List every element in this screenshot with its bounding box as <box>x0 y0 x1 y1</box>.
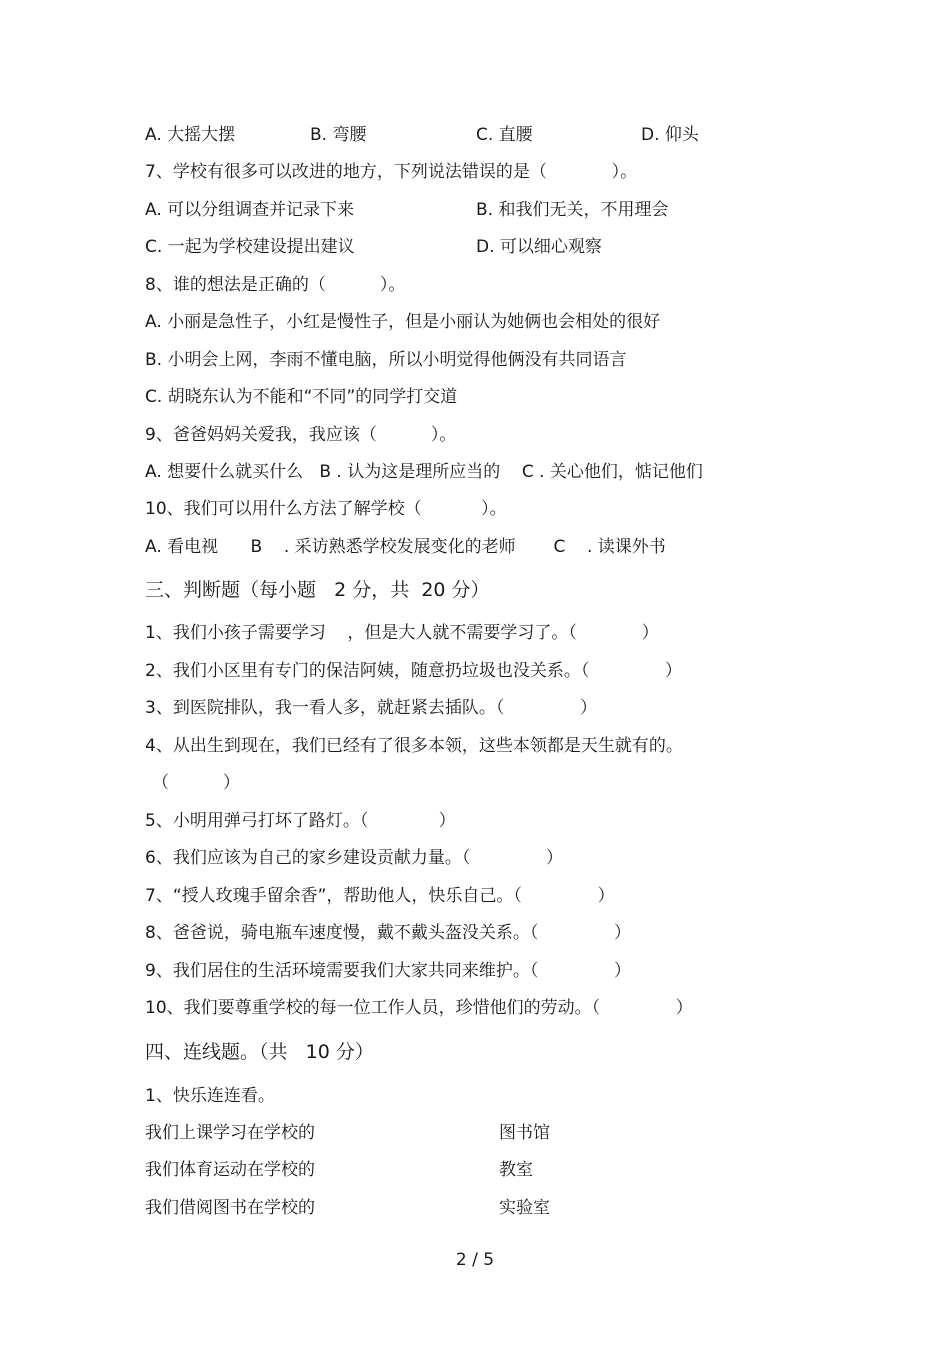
judge-item: 4、从出生到现在，我们已经有了很多本领，这些本领都是天生就有的。 <box>145 736 683 756</box>
judge-item: 3、到医院排队，我一看人多，就赶紧去插队。（ ） <box>145 698 597 718</box>
q6-option-b: B. 弯腰 <box>310 125 367 145</box>
q7-option-b: B. 和我们无关，不用理会 <box>476 200 669 220</box>
match-left-item: 我们体育运动在学校的 <box>145 1160 315 1180</box>
q8-option-c: C. 胡晓东认为不能和“不同”的同学打交道 <box>145 387 458 407</box>
q8-option-b: B. 小明会上网，李雨不懂电脑，所以小明觉得他俩没有共同语言 <box>145 350 627 370</box>
judge-item: 7、“授人玫瑰手留余香”，帮助他人，快乐自己。（ ） <box>145 886 615 906</box>
q6-option-a: A. 大摇大摆 <box>145 125 236 145</box>
section3-title: 三、判断题（每小题 2 分，共 20 分） <box>145 579 490 601</box>
judge-item: 5、小明用弹弓打坏了路灯。（ ） <box>145 811 456 831</box>
section4-q1: 1、快乐连连看。 <box>145 1086 275 1106</box>
q8-option-a: A. 小丽是急性子，小红是慢性子，但是小丽认为她俩也会相处的很好 <box>145 312 661 332</box>
match-right-item: 教室 <box>499 1160 533 1180</box>
judge-item: 10、我们要尊重学校的每一位工作人员，珍惜他们的劳动。（ ） <box>145 998 693 1018</box>
judge-item: 1、我们小孩子需要学习 ，但是大人就不需要学习了。（ ） <box>145 623 659 643</box>
section4-title: 四、连线题。（共 10 分） <box>145 1041 374 1063</box>
match-right-item: 图书馆 <box>499 1123 550 1143</box>
judge-item: 8、爸爸说，骑电瓶车速度慢，戴不戴头盔没关系。（ ） <box>145 923 631 943</box>
q7-option-c: C. 一起为学校建设提出建议 <box>145 237 355 257</box>
q6-option-d: D. 仰头 <box>641 125 699 145</box>
q6-option-c: C. 直腰 <box>476 125 533 145</box>
q7-option-a: A. 可以分组调查并记录下来 <box>145 200 355 220</box>
q9-options: A. 想要什么就买什么 B . 认为这是理所应当的 C . 关心他们，惦记他们 <box>145 462 703 482</box>
judge-item: 6、我们应该为自己的家乡建设贡献力量。（ ） <box>145 848 563 868</box>
q7-stem: 7、学校有很多可以改进的地方，下列说法错误的是（ ）。 <box>145 162 638 182</box>
q10-stem: 10、我们可以用什么方法了解学校（ ）。 <box>145 499 507 519</box>
q10-options: A. 看电视 B . 采访熟悉学校发展变化的老师 C . 读课外书 <box>145 537 666 557</box>
page-number: 2 / 5 <box>455 1250 495 1270</box>
match-left-item: 我们上课学习在学校的 <box>145 1123 315 1143</box>
q9-stem: 9、爸爸妈妈关爱我，我应该（ ）。 <box>145 425 457 445</box>
q8-stem: 8、谁的想法是正确的（ ）。 <box>145 275 406 295</box>
judge-item: 2、我们小区里有专门的保洁阿姨，随意扔垃圾也没关系。（ ） <box>145 661 682 681</box>
q7-option-d: D. 可以细心观察 <box>476 237 602 257</box>
match-right-item: 实验室 <box>499 1198 550 1218</box>
judge-item: 9、我们居住的生活环境需要我们大家共同来维护。（ ） <box>145 961 631 981</box>
judge-item-blank: （ ） <box>152 773 241 793</box>
match-left-item: 我们借阅图书在学校的 <box>145 1198 315 1218</box>
